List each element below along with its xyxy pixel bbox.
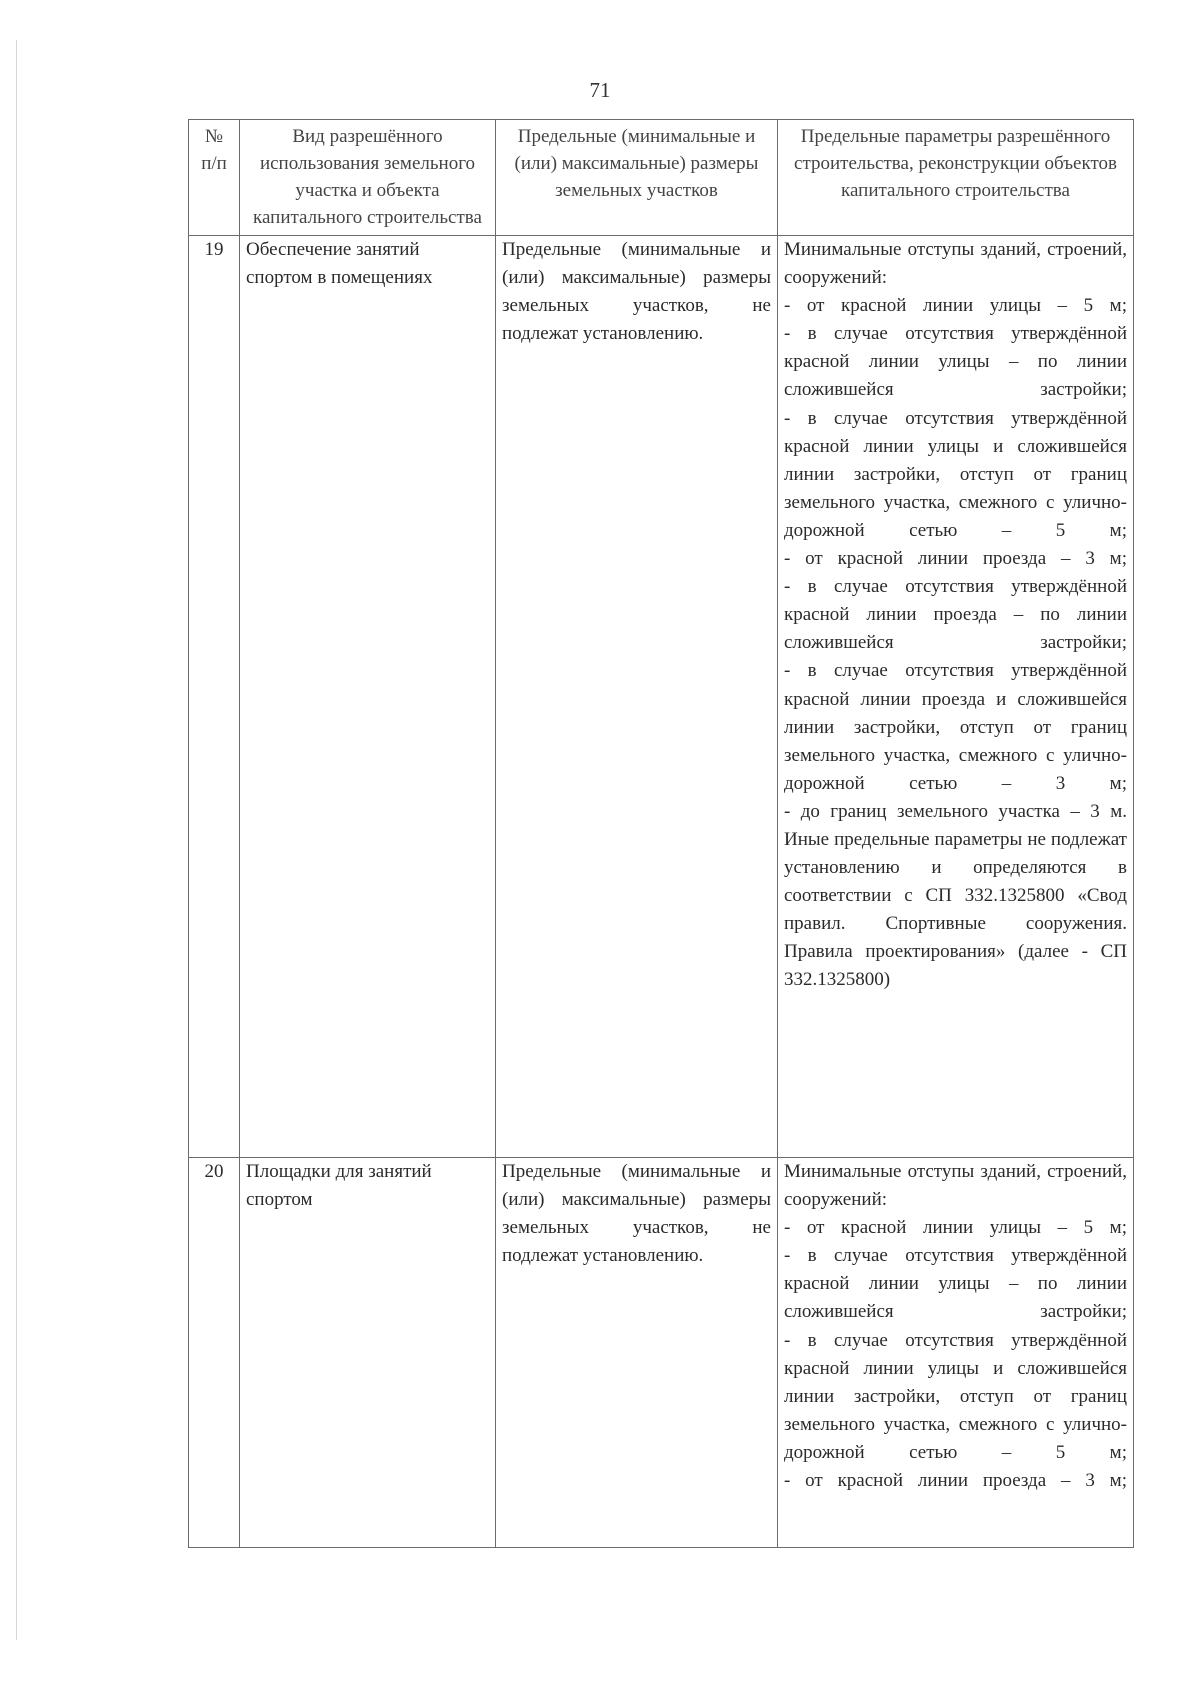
table-row xyxy=(189,1158,1134,1548)
plot-size-cell: Предельные (минимальные и (или) максимальные) размеры земельных участков, не подлежат установлению. xyxy=(496,236,778,1158)
header-use-type: Вид разрешённого использования земельного участка и объекта капитального строительства xyxy=(240,120,496,236)
table-row xyxy=(189,236,1134,1158)
header-plot-size: Предельные (минимальные и (или) максимальные) размеры земельных участков xyxy=(496,120,778,236)
table-header-row xyxy=(189,120,1134,236)
header-number: № п/п xyxy=(189,120,240,236)
param-line: - в случае отсутствия утверждённой красной линии проезда и сложившейся линии застройки, отступ от границ земельного участка, смежного с улично-дорожной сетью – 3 м; xyxy=(784,660,1127,794)
header-construction-params: Предельные параметры разрешённого строительства, реконструкции объектов капитального строительства xyxy=(778,120,1134,236)
param-line: - от красной линии проезда – 3 м; xyxy=(784,1470,1127,1492)
param-line: - в случае отсутствия утверждённой красной линии улицы и сложившейся линии застройки, отступ от границ земельного участка, смежного с улично-дорожной сетью – 5 м; xyxy=(784,407,1127,541)
param-line: - в случае отсутствия утверждённой красной линии улицы – по линии сложившейся застройки; xyxy=(784,1245,1127,1323)
param-line: - от красной линии улицы – 5 м; xyxy=(784,295,1127,317)
param-line: Минимальные отступы зданий, строений, сооружений: xyxy=(784,1161,1127,1211)
row-number: 19 xyxy=(189,236,240,1158)
param-line: Минимальные отступы зданий, строений, сооружений: xyxy=(784,239,1127,289)
param-line: - в случае отсутствия утверждённой красной линии улицы – по линии сложившейся застройки; xyxy=(784,323,1127,401)
param-line: - от красной линии проезда – 3 м; xyxy=(784,548,1127,570)
params-cell xyxy=(778,1158,1134,1548)
param-line: - до границ земельного участка – 3 м. xyxy=(784,800,1127,822)
scan-margin-line xyxy=(16,40,17,1640)
page-number: 71 xyxy=(589,78,611,102)
param-line: - от красной линии улицы – 5 м; xyxy=(784,1217,1127,1239)
param-line: - в случае отсутствия утверждённой красной линии улицы и сложившейся линии застройки, отступ от границ земельного участка, смежного с улично-дорожной сетью – 5 м; xyxy=(784,1329,1127,1463)
params-cell xyxy=(778,236,1134,1158)
param-line: Иные предельные параметры не подлежат установлению и определяются в соответствии с СП 332.1325800 «Свод правил. Спортивные сооружения. Правила проектирования» (далее - СП 332.1325800) xyxy=(784,828,1127,991)
use-type-cell: Площадки для занятий спортом xyxy=(240,1158,496,1548)
row-number: 20 xyxy=(189,1158,240,1548)
use-type-cell: Обеспечение занятий спортом в помещениях xyxy=(240,236,496,1158)
plot-size-cell: Предельные (минимальные и (или) максимальные) размеры земельных участков, не подлежат установлению. xyxy=(496,1158,778,1548)
param-line: - в случае отсутствия утверждённой красной линии проезда – по линии сложившейся застройки; xyxy=(784,576,1127,654)
regulations-table xyxy=(188,119,1134,1548)
